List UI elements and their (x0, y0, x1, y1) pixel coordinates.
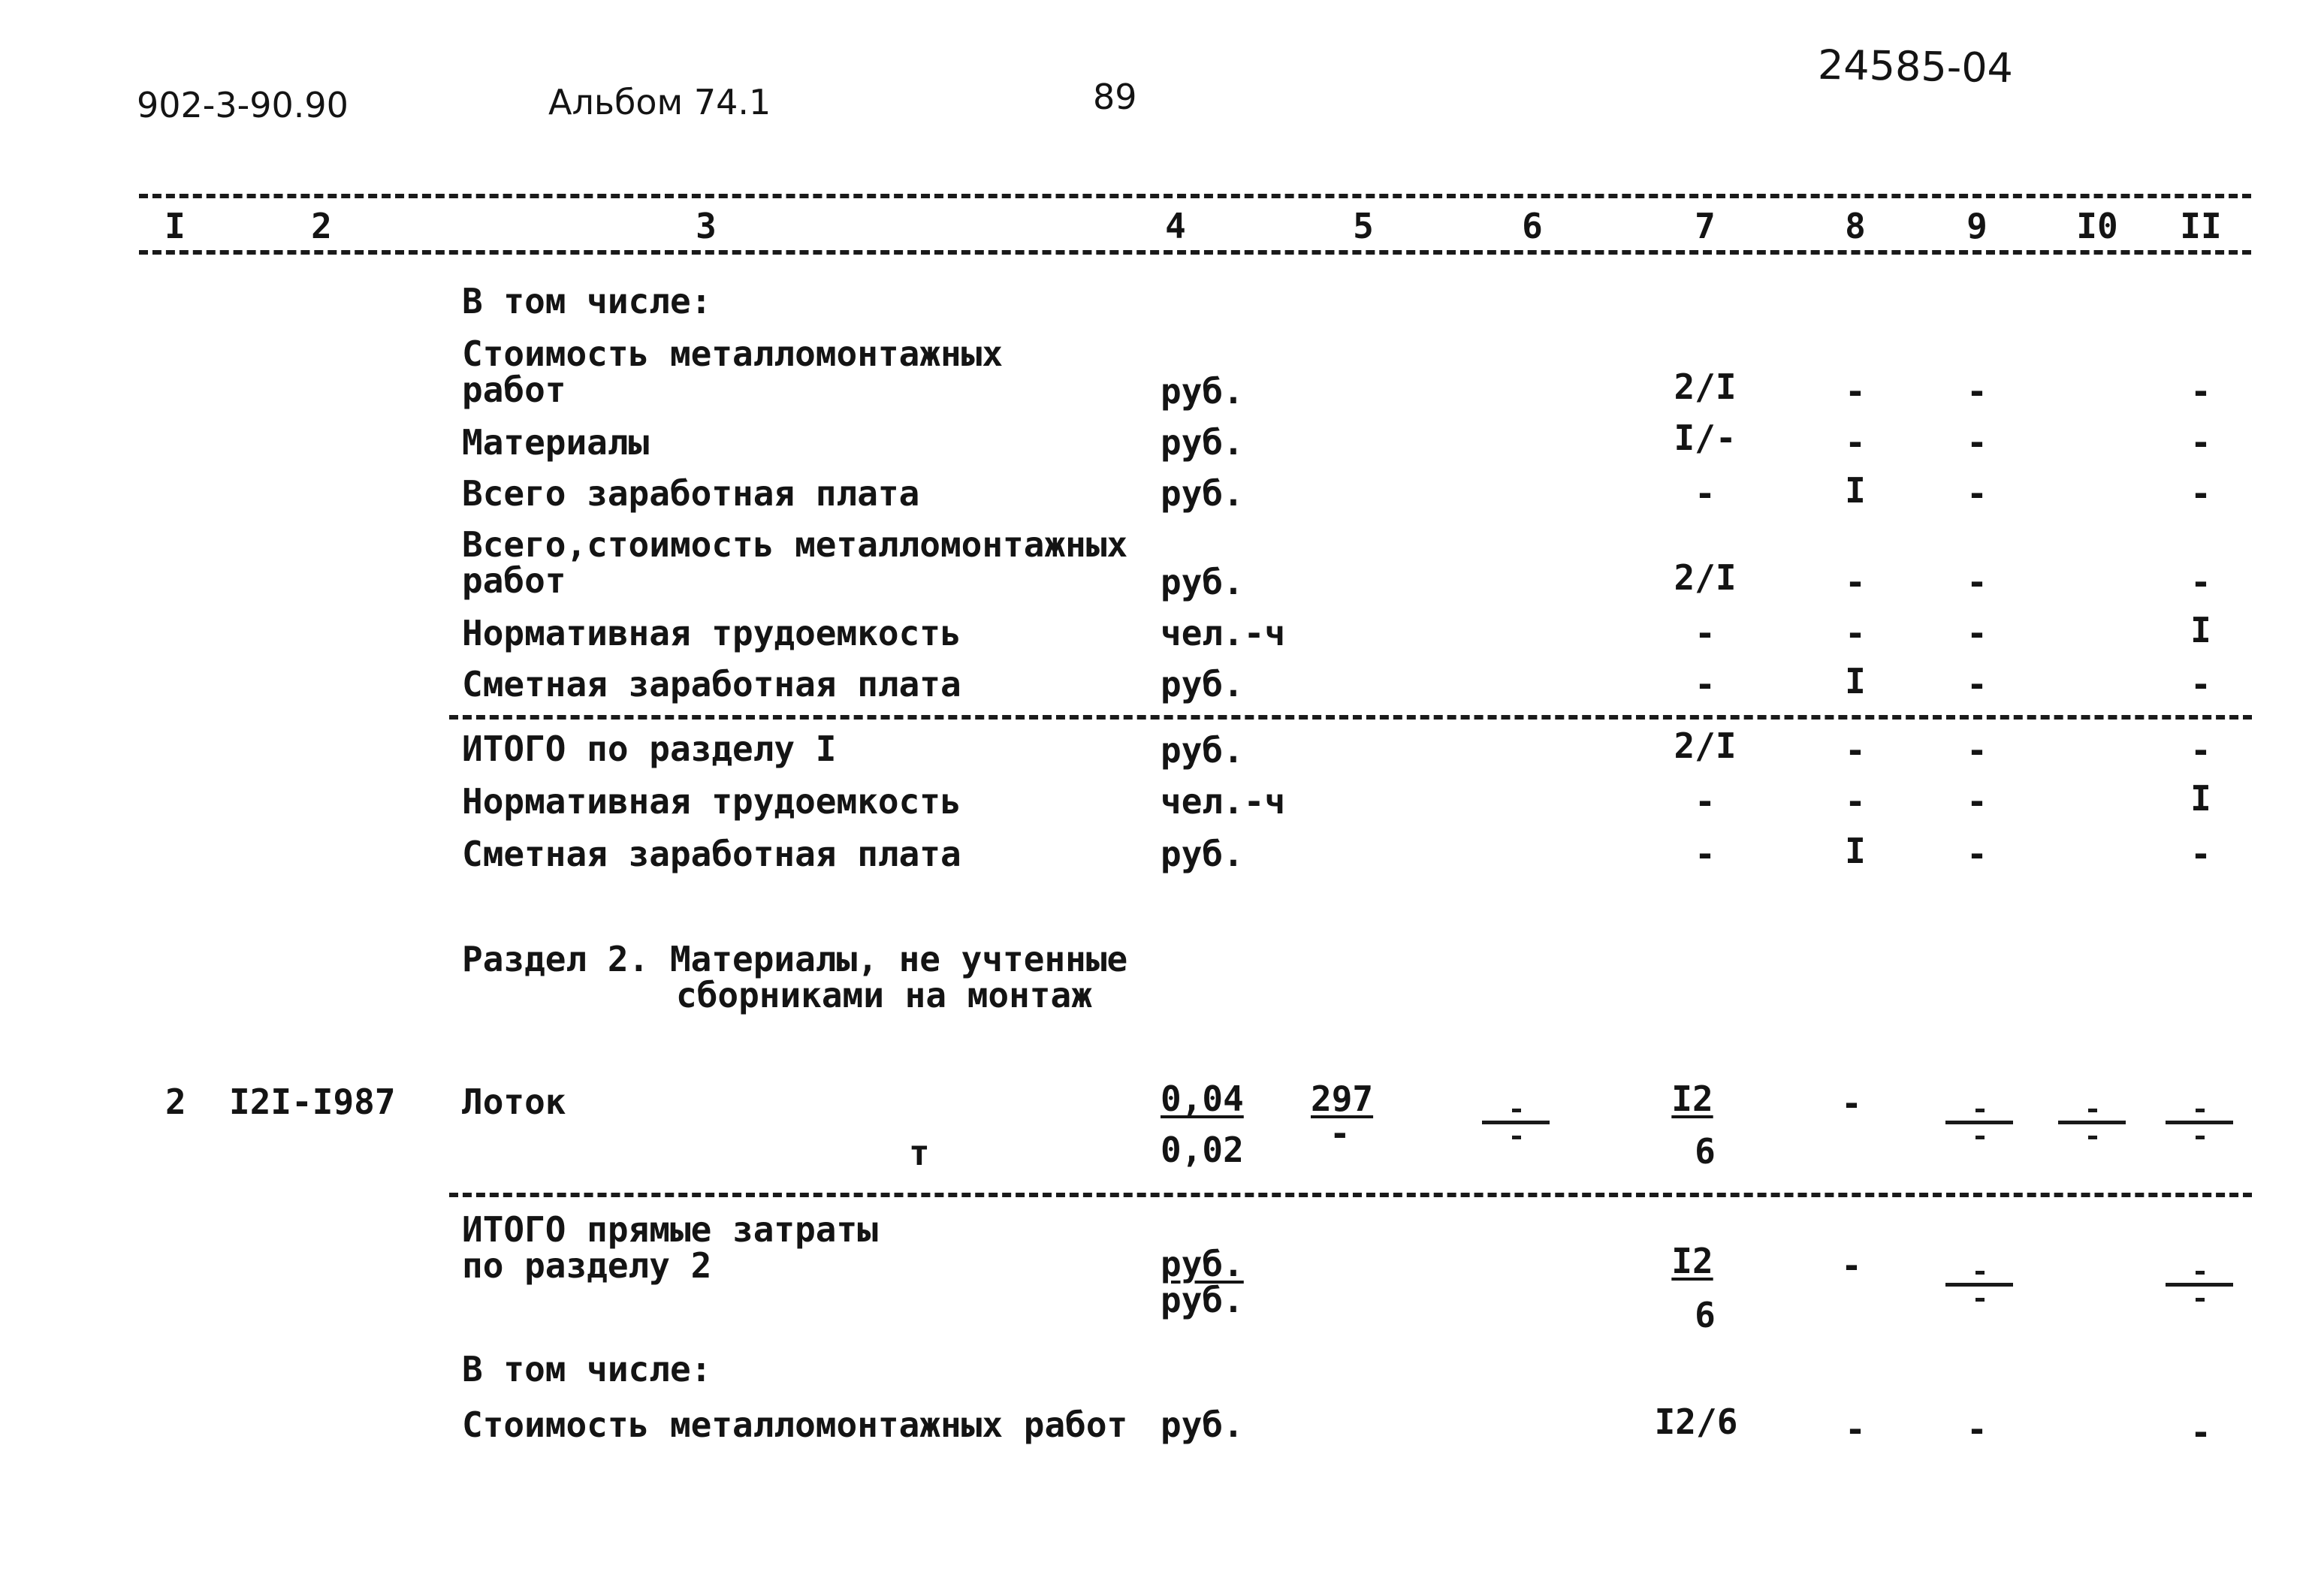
row-unit: руб. (1161, 1404, 1244, 1445)
row-name: Стоимость металломонтажных работ (462, 1404, 1128, 1445)
row-name: Всего,стоимость металломонтажных (462, 524, 1128, 565)
cell-col9: - (1966, 613, 1988, 653)
cell-col7-bottom: 6 (1695, 1295, 1716, 1335)
row-name: Нормативная трудоемкость (462, 781, 961, 822)
row-name: Стоимость металломонтажных (462, 333, 1004, 374)
cell-col11: - (2190, 422, 2211, 463)
row-name-cont: по разделу 2 (462, 1245, 712, 1286)
cell-col11: - (2190, 730, 2211, 771)
cell-col4-bottom: руб. (1161, 1280, 1244, 1320)
column-header-11: II (2180, 206, 2222, 246)
cell-col9: - (1966, 422, 1988, 463)
column-header-1: I (164, 206, 186, 246)
column-header-8: 8 (1845, 206, 1866, 246)
cell-col7: I/- (1674, 418, 1737, 458)
cell-col4-top: руб. (1161, 1244, 1244, 1284)
row-name: ИТОГО по разделу I (462, 729, 837, 769)
cell-col9: - (1966, 664, 1988, 704)
cell-col7: - (1695, 664, 1716, 704)
row-name: Сметная заработная плата (462, 834, 961, 874)
cell-col11: - (2190, 834, 2211, 874)
cell-col9: - (1966, 371, 1988, 412)
row-name: Нормативная трудоемкость (462, 613, 961, 653)
section-2-heading: Раздел 2. Материалы, не учтенные (462, 939, 1128, 979)
cell-col7: I2/6 (1654, 1401, 1738, 1442)
row-name: Сметная заработная плата (462, 664, 961, 704)
cell-col8: I (1845, 470, 1866, 511)
cell-col8: - (1845, 562, 1866, 602)
row-name-cont: работ (462, 560, 566, 601)
column-header-bottom-rule (139, 250, 2251, 255)
cell-col5-bottom: - (1330, 1113, 1351, 1154)
cell-col11: - (2190, 371, 2211, 412)
cell-col11: - (2190, 664, 2211, 704)
cell-col8: - (1845, 730, 1866, 771)
cell-col8: - (1845, 1409, 1866, 1450)
cell-col11: I (2190, 610, 2211, 650)
column-header-6: 6 (1522, 206, 1543, 246)
row-unit: чел.-ч (1161, 781, 1286, 822)
inventory-number: 24585-04 (1817, 41, 2014, 92)
item-number: 2 (165, 1082, 186, 1122)
row-unit: чел.-ч (1161, 613, 1286, 653)
cell-col11: - (2190, 562, 2211, 602)
row-name: Материалы (462, 422, 650, 463)
section-1-total-rule (449, 715, 2252, 720)
in-that-number-label: В том числе: (462, 281, 712, 321)
item-name: Лоток (462, 1082, 566, 1122)
cell-col11: - (2190, 473, 2211, 514)
row-name-cont: работ (462, 370, 566, 410)
cell-col8: - (1841, 1083, 1862, 1124)
album-label: Альбом 74.1 (548, 82, 771, 122)
section-2-heading-cont: сборниками на монтаж (676, 975, 1092, 1015)
cell-col9: - (1966, 1409, 1988, 1450)
cell-col9: - (1966, 730, 1988, 771)
row-unit: руб. (1161, 664, 1244, 704)
item-code: I2I-I987 (229, 1082, 396, 1122)
cell-col4-top: 0,04 (1161, 1079, 1244, 1119)
page-number: 89 (1093, 77, 1137, 117)
cell-col7: - (1695, 781, 1716, 822)
section-2-total-rule (449, 1193, 2252, 1197)
row-unit: руб. (1161, 562, 1244, 602)
cell-col8: I (1845, 661, 1866, 701)
row-unit: руб. (1161, 730, 1244, 771)
cell-col7: - (1695, 613, 1716, 653)
cell-col8: - (1845, 422, 1866, 463)
cell-col11: I (2190, 778, 2211, 819)
cell-col8: - (1841, 1245, 1862, 1286)
cell-col7-top: I2 (1671, 1241, 1713, 1281)
cell-col7-top: I2 (1671, 1079, 1713, 1119)
cell-col8: I (1845, 831, 1866, 871)
cell-col8: - (1845, 613, 1866, 653)
column-header-3: 3 (696, 206, 717, 246)
cell-col8: - (1845, 781, 1866, 822)
cell-col7: - (1695, 834, 1716, 874)
row-unit: руб. (1161, 371, 1244, 412)
cell-col9: - (1966, 562, 1988, 602)
cell-col11: - (2190, 1412, 2211, 1453)
column-header-2: 2 (311, 206, 332, 246)
cell-col4-bottom: 0,02 (1161, 1130, 1244, 1170)
row-name: ИТОГО прямые затраты (462, 1209, 878, 1250)
column-header-9: 9 (1966, 206, 1988, 246)
column-header-4: 4 (1165, 206, 1186, 246)
column-header-5: 5 (1353, 206, 1374, 246)
row-name: Всего заработная плата (462, 473, 920, 514)
cell-col8: - (1845, 371, 1866, 412)
column-header-top-rule (139, 194, 2251, 198)
cell-col7: 2/I (1674, 557, 1737, 598)
row-unit: руб. (1161, 834, 1244, 874)
cell-col7: 2/I (1674, 367, 1737, 407)
document-code: 902-3-90.90 (137, 85, 349, 125)
cell-col5-top: 297 (1311, 1079, 1374, 1119)
cell-col9: - (1966, 781, 1988, 822)
cell-col7: 2/I (1674, 726, 1737, 766)
in-that-number-label: В том числе: (462, 1349, 712, 1389)
item-unit-mark: т (909, 1133, 930, 1173)
cell-col9: - (1966, 834, 1988, 874)
row-unit: руб. (1161, 422, 1244, 463)
cell-col7: - (1695, 473, 1716, 514)
cell-col9: - (1966, 473, 1988, 514)
column-header-10: I0 (2076, 206, 2118, 246)
column-header-7: 7 (1695, 206, 1716, 246)
cell-col7-bottom: 6 (1695, 1131, 1716, 1172)
row-unit: руб. (1161, 473, 1244, 514)
